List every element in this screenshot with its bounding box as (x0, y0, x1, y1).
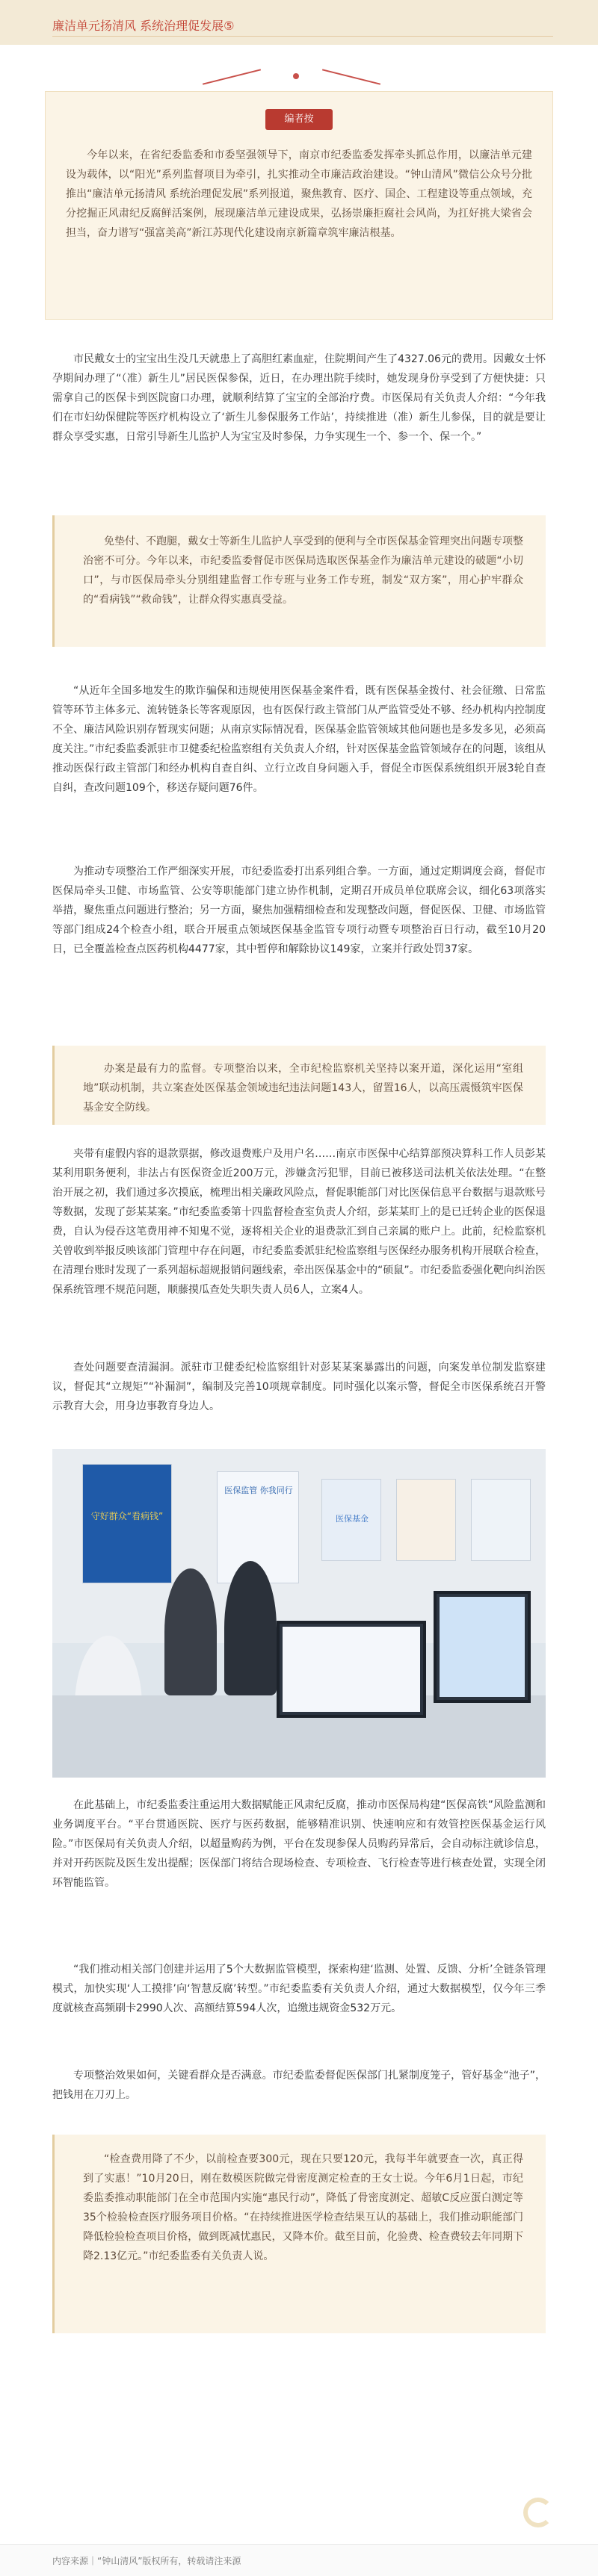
photo-monitor-side-screen (440, 1597, 525, 1697)
footer-source-text: 内容来源｜“钟山清风”版权所有，转载请注来源 (52, 2556, 241, 2566)
deco-line-right (322, 69, 380, 84)
article-header (0, 0, 598, 45)
paragraph-3: 为推动专项整治工作严细深实开展，市纪委监委打出系列组合拳。一方面，通过定期调度会商，督促市医保局牵头卫健、市场监管、公安等职能部门建立协作机制，定期召开成员单位联席会议，细化63项落实举措，聚焦重点问题进行整治；另一方面，聚焦加强精细检查和发现整改问题，督促医保、卫健、市场监管等部门组成24个检查小组，联合开展重点领域医保基金监管专项行动暨专项整治百日行动，截至10月20日，已全覆盖检查点医药机构4477家，其中暂停和解除协议149家，立案并行政处罚37家。 (52, 866, 546, 955)
header-divider (52, 36, 553, 37)
photo-person-2 (224, 1561, 277, 1695)
paragraph-5: 查处问题要查清漏洞。派驻市卫健委纪检监察组针对彭某某案暴露出的问题，向案发单位制发监察建议，督促其“立规矩”“补漏洞”，编制及完善10项规章制度。同时强化以案示警，督促全市医保系统召开警示教育大会，用身边事教育身边人。 (52, 1362, 546, 1412)
photo-monitor-side (434, 1591, 531, 1703)
photo-monitor-main (277, 1621, 426, 1718)
highlight-text-2: 办案是最有力的监督。专项整治以来，全市纪检监察机关坚持以案开道，深化运用“室组地”联动机制，共立案查处医保基金领域违纪违法问题143人，留置16人，以高压震慑筑牢医保基金安全防线。 (83, 1063, 523, 1114)
paragraph-8: 专项整治效果如何，关键看群众是否满意。市纪委监委督促医保部门扎紧制度笼子，管好基金“池子”，把钱用在刀刃上。 (52, 2070, 546, 2101)
decorative-divider (0, 45, 598, 97)
deco-line-left (203, 69, 261, 84)
highlight-box-1 (52, 515, 546, 647)
editor-note-badge: 编者按 (265, 109, 333, 130)
poster-b-text: 医保监管 你我同行 (224, 1486, 293, 1495)
photo-poster-c (321, 1479, 381, 1561)
article-series-title: 廉洁单元扬清风 系统治理促发展⑤ (52, 19, 235, 33)
photo-person-1 (164, 1568, 217, 1695)
poster-a-text: 守好群众“看病钱” (90, 1511, 164, 1521)
paragraph-1: 市民戴女士的宝宝出生没几天就患上了高胆红素血症，住院期间产生了4327.06元的费用。因戴女士怀孕期间办理了“（准）新生儿”居民医保参保，近日，在办理出院手续时，她发现身份享受到了方便快捷：只需拿自己的医保卡到医院窗口办理，就顺利结算了宝宝的全部治疗费。市医保局有关负责人介绍：“今年我们在市妇幼保健院等医疗机构设立了‘新生儿参保服务工作站’，持续推进（准）新生儿参保，目的就是要让群众享受实惠，日常引导新生儿监护人为宝宝及时参保，力争实现生一个、参一个、保一个。” (52, 353, 546, 443)
photo-monitor-screen (283, 1627, 420, 1712)
news-photo (52, 1449, 546, 1778)
deco-dot (293, 73, 299, 79)
photo-poster-a (82, 1464, 172, 1583)
paragraph-7: “我们推动相关部门创建并运用了5个大数据监管模型，探索构建‘监测、处置、反馈、分析’全链条管理模式，加快实现‘人工摸排’向‘智慧反腐’转型。”市纪委监委有关负责人介绍，通过大数据模型，仅今年三季度就核查高频刷卡2990人次、高额结算594人次，追缴违规资金532万元。 (52, 1964, 546, 2014)
highlight-text-1: 免垫付、不跑腿，戴女士等新生儿监护人享受到的便利与全市医保基金管理突出问题专项整治密不可分。今年以来，市纪委监委督促市医保局选取医保基金作为廉洁单元建设的破题“小切口”，与市医保局牵头分别组建监督工作专班与业务工作专班，制发“双方案”，用心护牢群众的“看病钱”“救命钱”，让群众得实惠真受益。 (83, 536, 523, 606)
paragraph-4: 夹带有虚假内容的退款票据，修改退费账户及用户名……南京市医保中心结算部预决算科工作人员彭某某利用职务便利，非法占有医保资金近200万元，涉嫌贪污犯罪，目前已被移送司法机关依法处理。“在整治开展之初，我们通过多次摸底，梳理出相关廉政风险点，督促职能部门对比医保信息平台数据与退款账号等数据，发现了彭某某案。”市纪委监委第十四监督检查室负责人介绍，彭某某盯上的是已迁转企业的医保退费，自认为侵吞这笔费用神不知鬼不觉，逐将相关企业的退费款汇到自己亲属的账户上。此前，纪检监察机关曾收到举报反映该部门管理中存在问题，市纪委监委派驻纪检监察组与医保经办服务机构开展联合检查，在清理台账时发现了一系列超标超规报销问题线索，牵出医保基金中的“硕鼠”。市纪委监委强化靶向纠治医保系统管理不规范问题，顺藤摸瓜查处失职失责人员6人，立案4人。 (52, 1148, 546, 1296)
paragraph-2: “从近年全国多地发生的欺诈骗保和违规使用医保基金案件看，既有医保基金拨付、社会征缴、日常监管等环节主体多元、流转链条长等客观原因，也有医保行政主管部门从严监管受处不够、经办机构内控制度不全、廉洁风险识别存暂现实问题；从南京实际情况看，医保基金监管领域其他问题也是多发多见，必须高度关注。”市纪委监委派驻市卫健委纪检监察组有关负责人介绍，针对医保基金监管领域存在的问题，该组从推动医保行政主管部门和经办机构自查自纠、立行立改自身问题入手，督促全市医保系统组织开展3轮自查自纠，查改问题109个，移送存疑问题76件。 (52, 685, 546, 794)
highlight-box-3 (52, 2135, 546, 2333)
photo-poster-d (396, 1479, 456, 1561)
poster-c-text: 医保基金 (336, 1514, 369, 1524)
paragraph-6: 在此基础上，市纪委监委注重运用大数据赋能正风肃纪反腐，推动市医保局构建“医保高铁”风险监测和业务调度平台。“平台贯通医院、医疗与医药数据，能够精准识别、快速响应和有效管控医保基金运行风险。”市医保局有关负责人介绍，以超量购药为例，平台在发现参保人员购药异常后，会自动标注就诊信息，并对开药医院及医生发出提醒；医保部门将结合现场检查、专项检查、飞行检查等进行核查处置，实现全闭环智能监管。 (52, 1799, 546, 1889)
photo-poster-e (471, 1479, 531, 1561)
article-footer (0, 2544, 598, 2576)
editor-note-text: 今年以来，在省纪委监委和市委坚强领导下，南京市纪委监委发挥牵头抓总作用，以廉洁单元建设为载体，以“阳光”系列监督项目为牵引，扎实推动全市廉洁政治建设。“钟山清风”微信公众号分批推出“廉洁单元扬清风 系统治理促发展”系列报道，聚焦教育、医疗、国企、工程建设等重点领域，充分挖掘正风肃纪反腐鲜活案例，展现廉洁单元建设成果，弘扬崇廉拒腐社会风尚，为扛好挑大梁省会担当，奋力谱写“强富美高”新江苏现代化建设南京新篇章筑牢廉洁根基。 (66, 149, 532, 239)
corner-decoration (523, 2498, 553, 2527)
highlight-box-2 (52, 1046, 546, 1125)
highlight-text-3: “检查费用降了不少，以前检查要300元，现在只要120元，我每半年就要查一次，真正得到了实惠！”10月20日，刚在数模医院做完骨密度测定检查的王女士说。今年6月1日起，市纪委监委推动职能部门在全市范围内实施“惠民行动”，降低了骨密度测定、超敏C反应蛋白测定等35个检验检查医疗服务项目价格。“在持续推进医学检查结果互认的基础上，我们推动职能部门降低检验检查项目价格，做到既减忧惠民，又降本价。截至目前，化验费、检查费较去年同期下降2.13亿元。”市纪委监委有关负责人说。 (83, 2153, 523, 2262)
